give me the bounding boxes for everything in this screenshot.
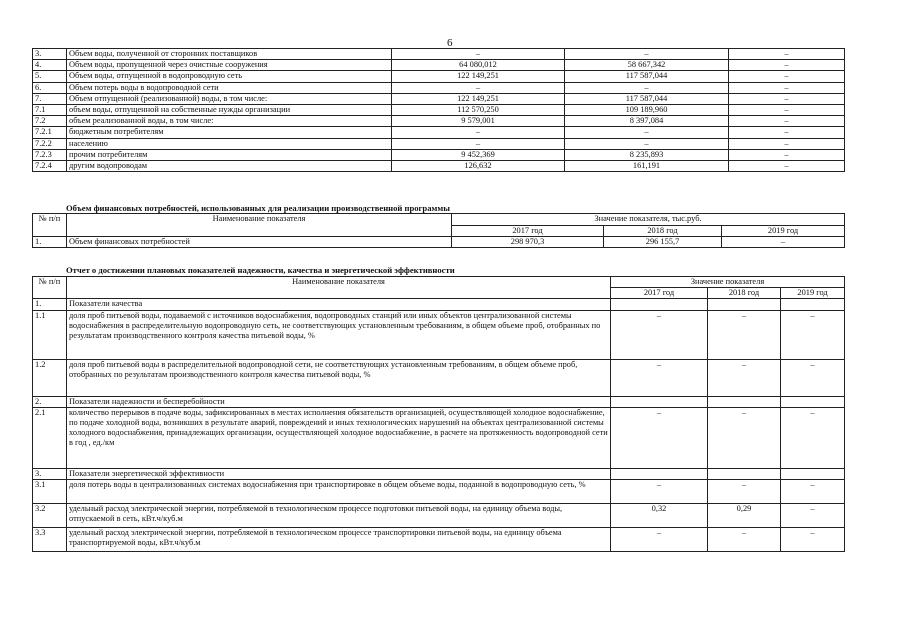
row-number: 7.	[33, 93, 67, 104]
row-value: –	[729, 60, 845, 71]
report-row	[33, 504, 845, 528]
row-label: населению	[67, 138, 392, 149]
report-row-value: 0,29	[708, 504, 781, 528]
report-row-name: удельный расход электрической энергии, потребляемой в технологическом процессе транспортировки питьевой воды, на единицу объема транспортируемой воды, кВт.ч/куб.м	[67, 528, 611, 552]
report-row-value: –	[708, 480, 781, 504]
row-number: 5.	[33, 71, 67, 82]
report-row-name: Показатели надежности и бесперебойности	[67, 396, 611, 407]
report-row-name: количество перерывов в подаче воды, зафиксированных в местах исполнения обязательств организацией, осуществляющей холодное водоснабжение, по подаче холодной воды, возникших в результате аварий, повреждений и иных технологических нарушений на объектах централизованной системы холодного водоснабжения, принадлежащих организации, осуществляющей холодное водоснабжение, в расчете на протяженность водопроводной сети в год , ед./км	[67, 407, 611, 468]
row-number: 7.1	[33, 105, 67, 116]
report-row-num: 2.	[33, 396, 67, 407]
report-section-row	[33, 468, 845, 479]
table-row	[33, 82, 845, 93]
report-row-name: доля проб питьевой воды в распределительной водопроводной сети, не соответствующих установленным требованиям, в общем объеме проб, отобранных по результатам производственного контроля качества питьевой воды, %	[67, 359, 611, 396]
row-value: –	[729, 105, 845, 116]
report-header-row	[33, 277, 845, 288]
row-label: Объем воды, полученной от сторонних поставщиков	[67, 49, 392, 60]
report-row-num: 1.2	[33, 359, 67, 396]
report-row-value	[781, 299, 845, 310]
report-row-name: Показатели качества	[67, 299, 611, 310]
report-row-num: 3.	[33, 468, 67, 479]
report-name-header: Наименование показателя	[67, 277, 611, 299]
table-row	[33, 71, 845, 82]
row-value: –	[729, 149, 845, 160]
report-row-value: –	[708, 310, 781, 359]
report-row-value: –	[781, 359, 845, 396]
report-row-value: –	[708, 359, 781, 396]
row-number: 7.2.3	[33, 149, 67, 160]
report-row-value: –	[781, 528, 845, 552]
row-value: –	[565, 138, 729, 149]
report-row-value: –	[708, 407, 781, 468]
table-row	[33, 149, 845, 160]
row-value: –	[392, 138, 565, 149]
row-number: 3.	[33, 49, 67, 60]
report-row	[33, 359, 845, 396]
report-row-value: –	[708, 528, 781, 552]
report-section-row	[33, 396, 845, 407]
report-row-value	[781, 396, 845, 407]
row-number: 6.	[33, 82, 67, 93]
report-row	[33, 528, 845, 552]
report-year-header: 2019 год	[781, 288, 845, 299]
row-label: объем реализованной воды, в том числе:	[67, 116, 392, 127]
finance-row-value: 298 970,3	[452, 237, 604, 248]
page-number: 6	[447, 37, 453, 49]
report-row-value	[708, 396, 781, 407]
row-value: –	[729, 161, 845, 172]
row-label: объем воды, отпущенной на собственные нужды организации	[67, 105, 392, 116]
row-value: 117 587,044	[565, 93, 729, 104]
report-row-num: 3.3	[33, 528, 67, 552]
row-number: 7.2.2	[33, 138, 67, 149]
row-value: 58 667,342	[565, 60, 729, 71]
row-value: –	[565, 49, 729, 60]
row-value: –	[729, 116, 845, 127]
row-value: 122 149,251	[392, 93, 565, 104]
row-value: –	[729, 71, 845, 82]
report-row-name: Показатели энергетической эффективности	[67, 468, 611, 479]
report-row-value	[781, 468, 845, 479]
row-label: прочим потребителям	[67, 149, 392, 160]
report-row-value: 0,32	[611, 504, 708, 528]
report-row-num: 1.1	[33, 310, 67, 359]
report-table	[32, 276, 845, 552]
finance-year-header: 2017 год	[452, 226, 604, 237]
report-row-value	[708, 299, 781, 310]
report-row	[33, 407, 845, 468]
report-num-header: № п/п	[33, 277, 67, 299]
report-row-num: 1.	[33, 299, 67, 310]
row-label: бюджетным потребителям	[67, 127, 392, 138]
row-value: –	[729, 82, 845, 93]
row-value: 161,191	[565, 161, 729, 172]
report-row-num: 2.1	[33, 407, 67, 468]
report-row-value	[611, 468, 708, 479]
report-row-name: доля потерь воды в централизованных системах водоснабжения при транспортировке в общем объеме воды, поданной в водопроводную сеть, %	[67, 480, 611, 504]
report-row-value: –	[781, 504, 845, 528]
report-table-body	[33, 277, 845, 552]
report-row-name: удельный расход электрической энергии, потребляемой в технологическом процессе подготовки питьевой воды, на единицу объема воды, отпускаемой в сеть, кВт.ч/куб.м	[67, 504, 611, 528]
finance-row-num: 1.	[33, 237, 67, 248]
report-row-num: 3.1	[33, 480, 67, 504]
report-row-value: –	[611, 359, 708, 396]
report-value-header: Значение показателя	[611, 277, 845, 288]
row-value: –	[729, 138, 845, 149]
row-value: 9 579,001	[392, 116, 565, 127]
report-row-name: доля проб питьевой воды, подаваемой с источников водоснабжения, водопроводных станций или иных объектов централизованной системы водоснабжения в распределительную водопроводную сеть, не соответствующих установленным требованиям, в общем объеме проб, отобранных по результатам производственного контроля качества питьевой воды, %	[67, 310, 611, 359]
finance-year-header: 2019 год	[722, 226, 845, 237]
finance-title: Объем финансовых потребностей, использованных для реализации производственной программы	[66, 203, 450, 213]
row-label: Объем воды, пропущенной через очистные сооружения	[67, 60, 392, 71]
row-label: Объем потерь воды в водопроводной сети	[67, 82, 392, 93]
row-value: –	[392, 82, 565, 93]
report-section-row	[33, 299, 845, 310]
row-value: 9 452,369	[392, 149, 565, 160]
table-row	[33, 49, 845, 60]
finance-name-header: Наименование показателя	[67, 214, 452, 237]
finance-year-header: 2018 год	[604, 226, 722, 237]
row-number: 4.	[33, 60, 67, 71]
finance-header-row	[33, 214, 845, 226]
water-volume-table-body	[33, 49, 845, 172]
finance-num-header: № п/п	[33, 214, 67, 237]
row-value: 112 570,250	[392, 105, 565, 116]
row-number: 7.2.4	[33, 161, 67, 172]
report-row-value: –	[611, 407, 708, 468]
row-number: 7.2.1	[33, 127, 67, 138]
row-value: –	[392, 127, 565, 138]
finance-table	[32, 213, 845, 248]
row-number: 7.2	[33, 116, 67, 127]
table-row	[33, 116, 845, 127]
report-row-value: –	[781, 310, 845, 359]
report-row-num: 3.2	[33, 504, 67, 528]
row-value: 8 397,084	[565, 116, 729, 127]
row-label: Объем отпущенной (реализованной) воды, в том числе:	[67, 93, 392, 104]
report-row	[33, 310, 845, 359]
row-value: 117 587,044	[565, 71, 729, 82]
row-value: 109 189,960	[565, 105, 729, 116]
report-row-value: –	[611, 480, 708, 504]
report-row-value	[611, 396, 708, 407]
row-value: 122 149,251	[392, 71, 565, 82]
table-row	[33, 60, 845, 71]
report-row-value: –	[611, 528, 708, 552]
report-row-value	[611, 299, 708, 310]
report-title: Отчет о достижении плановых показателей надежности, качества и энергетической эффективности	[66, 265, 455, 275]
table-row	[33, 161, 845, 172]
report-year-header: 2017 год	[611, 288, 708, 299]
finance-row-name: Объем финансовых потребностей	[67, 237, 452, 248]
finance-row-value: 296 155,7	[604, 237, 722, 248]
report-row-value: –	[611, 310, 708, 359]
finance-value-header: Значение показателя, тыс.руб.	[452, 214, 845, 226]
row-value: 126,632	[392, 161, 565, 172]
row-label: другим водопроводам	[67, 161, 392, 172]
row-value: –	[729, 49, 845, 60]
water-volume-table	[32, 48, 845, 172]
row-value: 64 080,012	[392, 60, 565, 71]
report-row-value	[708, 468, 781, 479]
row-value: –	[729, 127, 845, 138]
table-row	[33, 127, 845, 138]
row-value: –	[729, 93, 845, 104]
report-row-value: –	[781, 407, 845, 468]
row-value: 8 235,893	[565, 149, 729, 160]
table-row	[33, 105, 845, 116]
finance-row-value: –	[722, 237, 845, 248]
row-label: Объем воды, отпущенной в водопроводную сеть	[67, 71, 392, 82]
report-row-value: –	[781, 480, 845, 504]
report-row	[33, 480, 845, 504]
finance-row	[33, 237, 845, 248]
table-row	[33, 93, 845, 104]
report-year-header: 2018 год	[708, 288, 781, 299]
row-value: –	[565, 82, 729, 93]
row-value: –	[392, 49, 565, 60]
row-value: –	[565, 127, 729, 138]
table-row	[33, 138, 845, 149]
